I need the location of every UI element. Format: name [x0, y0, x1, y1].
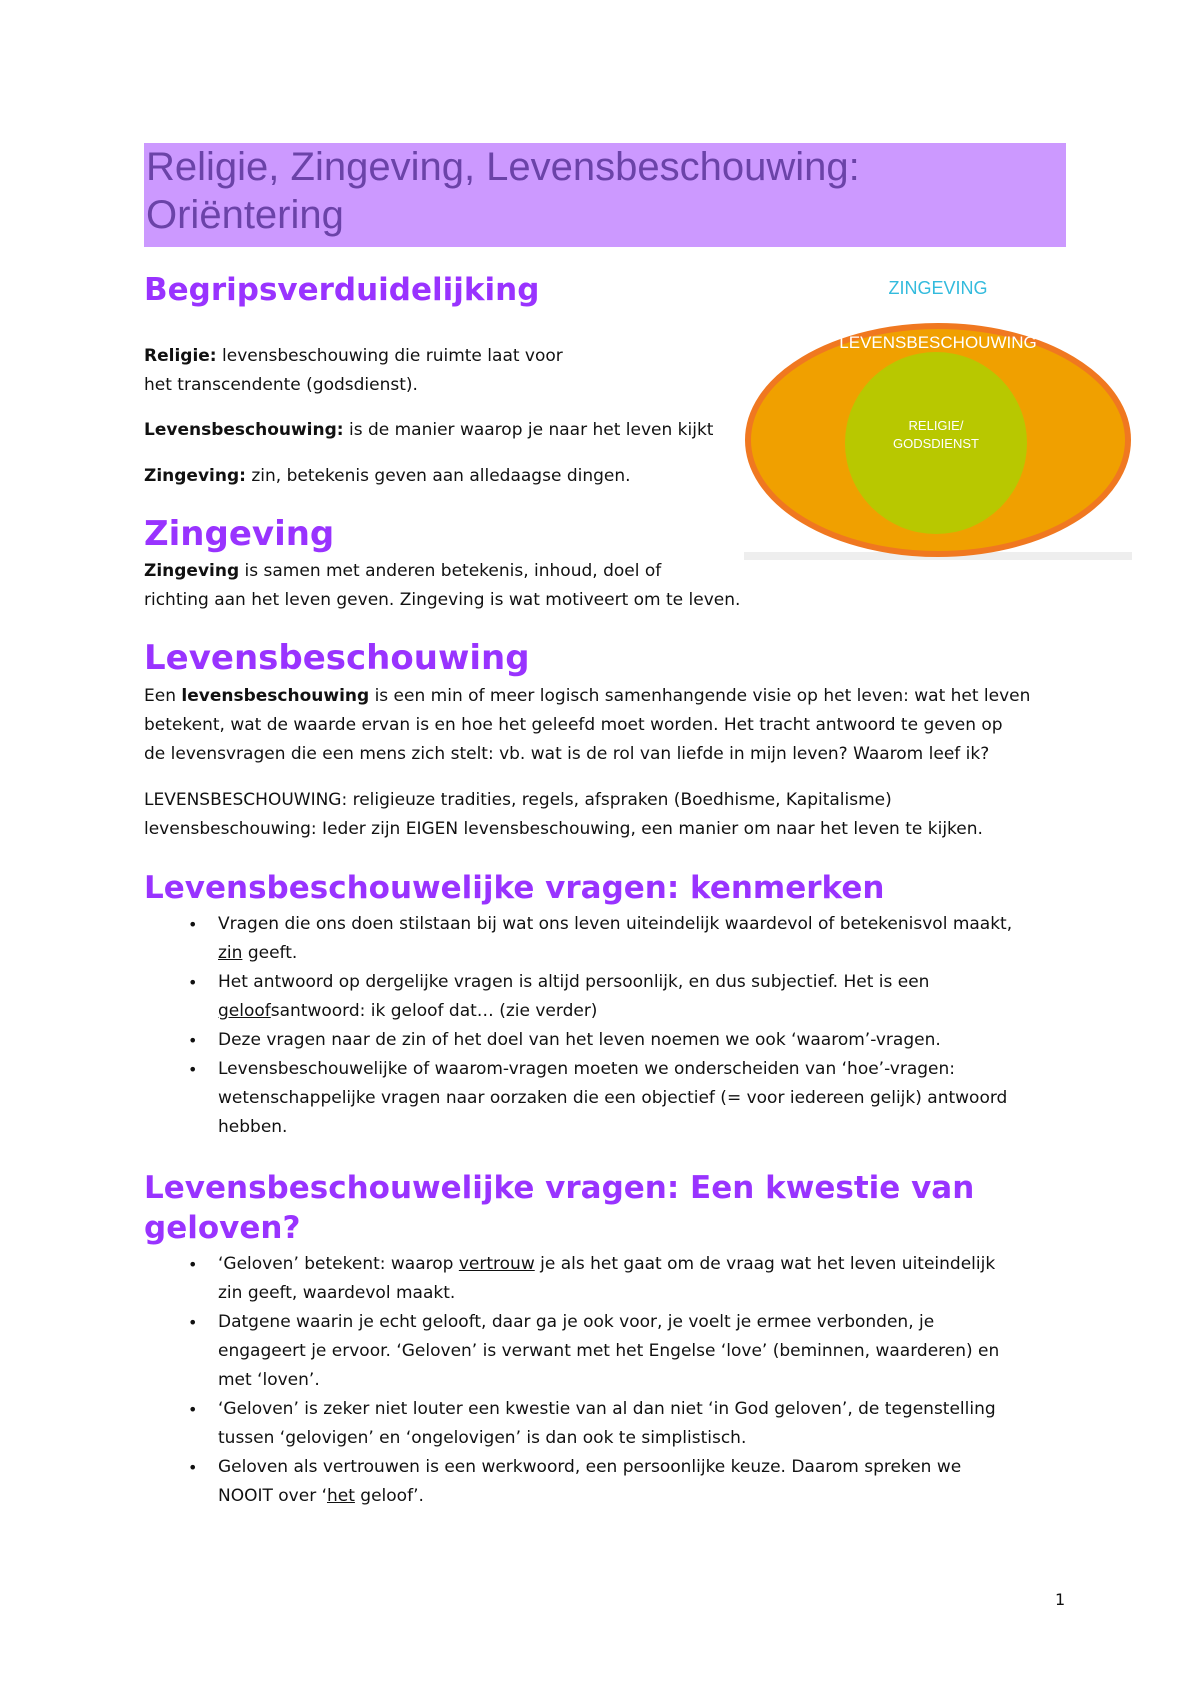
heading-kenmerken: Levensbeschouwelijke vragen: kenmerken: [144, 870, 885, 906]
label-religie: RELIGIE/: [908, 418, 964, 433]
page-title: Religie, Zingeving, Levensbeschouwing: Oriëntering: [146, 145, 860, 237]
list-item: • ‘Geloven’ is zeker niet louter een kwestie van al dan niet ‘in God geloven’, de tegenstelling tussen ‘gelovigen’ en ‘ongelovigen’ is dan ook te simplistisch.: [188, 1399, 996, 1448]
paragraph-levensbeschouwing: Een levensbeschouwing is een min of meer logisch samenhangende visie op het leven: wat het leven betekent, wat de waarde ervan is en hoe het geleefd moet worden. Het tracht antwoord te geven op de levensvragen die een mens zich stelt: vb. wat is de rol van liefde in mijn leven? Waarom leef ik?: [144, 686, 1031, 764]
definition-zingeving: Zingeving: zin, betekenis geven aan alledaagse dingen.: [144, 466, 631, 486]
zingeving-diagram: [744, 268, 1134, 564]
list-item: • Datgene waarin je echt gelooft, daar ga je ook voor, je voelt je ermee verbonden, je engageert je ervoor. ‘Geloven’ is verwant met het Engelse ‘love’ (beminnen, waarderen) en met ‘loven’.: [188, 1312, 1000, 1390]
heading-levensbeschouwing: Levensbeschouwing: [144, 638, 530, 678]
list-item: • Deze vragen naar de zin of het doel van het leven noemen we ook ‘waarom’-vragen.: [188, 1030, 941, 1050]
heading-begripsverduidelijking: Begripsverduidelijking: [144, 272, 540, 308]
list-item: • Vragen die ons doen stilstaan bij wat ons leven uiteindelijk waardevol of betekenisvol maakt, zin geeft.: [188, 914, 1013, 963]
term-levensbeschouwing: Levensbeschouwing:: [144, 420, 344, 440]
heading-zingeving: Zingeving: [144, 514, 335, 554]
term-zingeving: Zingeving:: [144, 466, 246, 486]
list-geloven: [144, 1250, 1064, 1511]
page-number: 1: [1055, 1590, 1066, 1609]
list-item: • Het antwoord op dergelijke vragen is altijd persoonlijk, en dus subjectief. Het is een geloofsantwoord: ik geloof dat… (zie verder): [188, 972, 930, 1021]
label-godsdienst: GODSDIENST: [893, 436, 979, 451]
paragraph-zingeving: Zingeving is samen met anderen betekenis, inhoud, doel of richting aan het leven geven. Zingeving is wat motiveert om te leven.: [144, 561, 741, 610]
paragraph-levensbeschouwing-types: LEVENSBESCHOUWING: religieuze tradities, regels, afspraken (Boedhisme, Kapitalisme) levensbeschouwing: Ieder zijn EIGEN levensbeschouwing, een manier om naar het leven te kijken.: [144, 790, 983, 839]
label-zingeving: ZINGEVING: [888, 278, 988, 298]
definition-levensbeschouwing: Levensbeschouwing: is de manier waarop je naar het leven kijkt: [144, 420, 714, 440]
list-item: • ‘Geloven’ betekent: waarop vertrouw je als het gaat om de vraag wat het leven uiteindelijk zin geeft, waardevol maakt.: [188, 1254, 996, 1303]
heading-geloven: Levensbeschouwelijke vragen: Een kwestie van geloven?: [144, 1170, 975, 1246]
list-item: • Geloven als vertrouwen is een werkwoord, een persoonlijke keuze. Daarom spreken we NOOIT over ‘het geloof’.: [188, 1457, 962, 1506]
label-levensbeschouwing: LEVENSBESCHOUWING: [839, 333, 1037, 352]
term-religie: Religie:: [144, 346, 217, 366]
list-kenmerken: [144, 910, 1064, 1142]
definition-religie: Religie: levensbeschouwing die ruimte laat voor het transcendente (godsdienst).: [144, 346, 563, 395]
list-item: • Levensbeschouwelijke of waarom-vragen moeten we onderscheiden van ‘hoe’-vragen: wetenschappelijke vragen naar oorzaken die een objectief (= voor iedereen gelijk) antwoord hebben.: [188, 1059, 1008, 1137]
